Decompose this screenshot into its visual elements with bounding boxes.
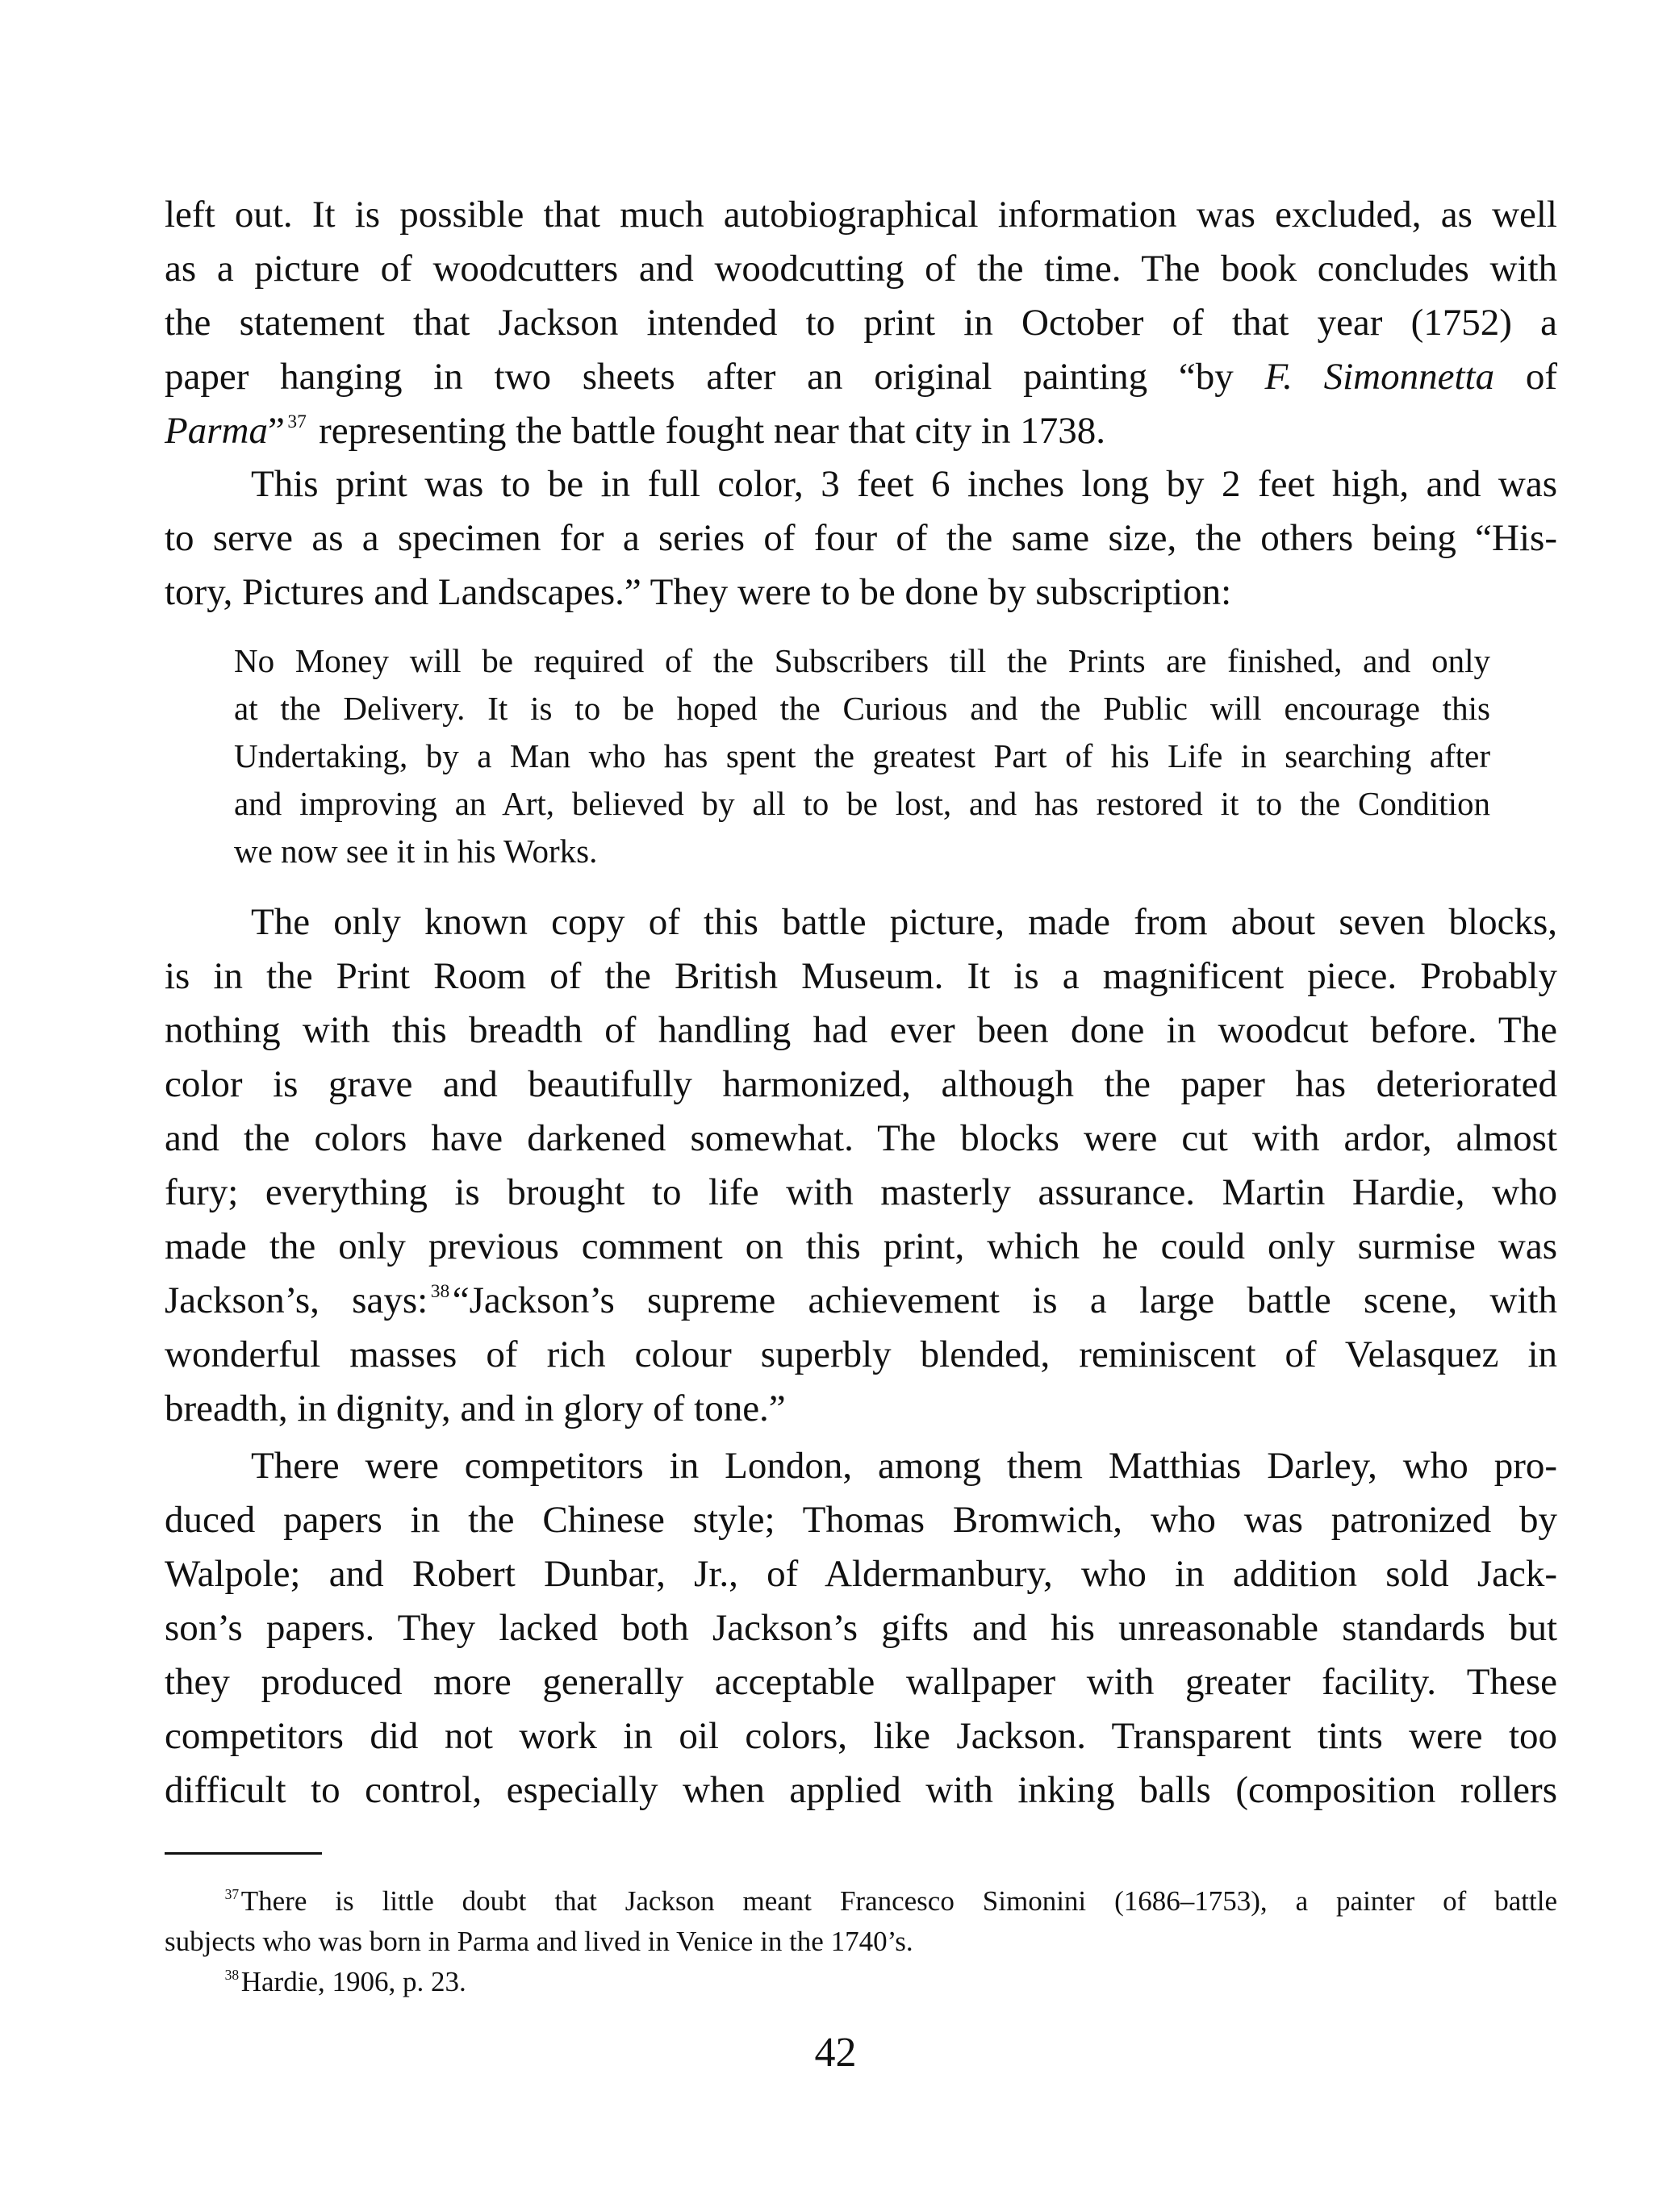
text-line: [165, 1220, 1557, 1274]
text-segment: left out. It is possible that much autobiographical information was excluded, as well: [165, 194, 1557, 236]
text-line: [165, 1763, 1557, 1818]
text-line: [165, 1382, 1557, 1436]
paragraph-2: [165, 457, 1557, 620]
text-segment: fury; everything is brought to life with masterly assurance. Martin Hardie, who: [165, 1171, 1557, 1213]
text-line: [165, 1328, 1557, 1382]
text-segment: competitors did not work in oil colors, like Jackson. Transparent tints were too: [165, 1715, 1557, 1757]
text-segment: “Jackson’s supreme achievement is a large battle scene, with: [452, 1279, 1557, 1321]
text-line: [165, 1547, 1557, 1601]
text-segment: we now see it in his Works.: [234, 833, 598, 870]
text-segment: son’s papers. They lacked both Jackson’s gifts and his unreasonable standards but: [165, 1607, 1557, 1649]
text-segment: Walpole; and Robert Dunbar, Jr., of Aldermanbury, who in addition sold Jack-: [165, 1553, 1557, 1595]
text-segment: at the Delivery. It is to be hoped the Curious and the Public will encourage this: [234, 690, 1490, 727]
text-segment: representing the battle fought near that city in 1738.: [309, 410, 1106, 452]
footnote-rule: [165, 1852, 322, 1855]
text-line: [165, 296, 1557, 350]
text-segment: subjects who was born in Parma and lived in Venice in the 1740’s.: [165, 1926, 913, 1957]
quote-line: [234, 685, 1490, 732]
text-line: [165, 188, 1557, 242]
paragraph-1: [165, 188, 1557, 458]
text-segment: tory, Pictures and Landscapes.” They were to be done by subscription:: [165, 571, 1232, 613]
italic-text: Parma: [165, 410, 268, 452]
text-line: [165, 1274, 1557, 1328]
text-segment: of: [1494, 356, 1557, 398]
text-line: [165, 511, 1557, 566]
text-segment: color is grave and beautifully harmonized, although the paper has deteriorated: [165, 1063, 1557, 1105]
text-line: [165, 566, 1557, 620]
footnotes: [165, 1881, 1557, 2002]
text-line: [165, 1601, 1557, 1655]
footnote-marker: 37: [224, 1886, 240, 1902]
text-line: [165, 1439, 1557, 1493]
text-line: [165, 242, 1557, 296]
text-line: [165, 1112, 1557, 1166]
text-line: [165, 1058, 1557, 1112]
text-line: [165, 1655, 1557, 1709]
text-segment: breadth, in dignity, and in glory of tone.”: [165, 1388, 786, 1429]
text-segment: duced papers in the Chinese style; Thomas Bromwich, who was patronized by: [165, 1499, 1557, 1541]
text-segment: There is little doubt that Jackson meant Francesco Simonini (1686–1753), a painter of battle: [240, 1885, 1557, 1917]
text-segment: difficult to control, especially when applied with inking balls (composition rollers: [165, 1769, 1557, 1811]
quote-line: [234, 828, 1490, 875]
text-segment: wonderful masses of rich colour superbly blended, reminiscent of Velasquez in: [165, 1333, 1557, 1375]
text-segment: to serve as a specimen for a series of four of the same size, the others being “His-: [165, 517, 1557, 559]
footnote-marker: 38: [224, 1967, 240, 1983]
footnote-marker: 37: [287, 411, 307, 433]
text-segment: made the only previous comment on this print, which he could only surmise was: [165, 1225, 1557, 1267]
page-number: 42: [814, 2030, 857, 2076]
text-segment: The only known copy of this battle picture, made from about seven blocks,: [251, 901, 1557, 943]
text-segment: This print was to be in full color, 3 feet 6 inches long by 2 feet high, and was: [251, 463, 1557, 505]
paragraph-4: [165, 1439, 1557, 1818]
footnote-marker: 38: [430, 1281, 450, 1303]
quote-line: [234, 732, 1490, 780]
footnote-line: [165, 1881, 1557, 1922]
text-segment: is in the Print Room of the British Museum. It is a magnificent piece. Probably: [165, 955, 1557, 997]
text-segment: Undertaking, by a Man who has spent the greatest Part of his Life in searching after: [234, 737, 1490, 774]
footnote-line: [165, 1922, 1557, 1962]
text-segment: as a picture of woodcutters and woodcutting of the time. The book concludes with: [165, 248, 1557, 290]
text-segment: Hardie, 1906, p. 23.: [240, 1966, 466, 1997]
text-segment: Jackson’s, says:: [165, 1279, 428, 1321]
text-segment: nothing with this breadth of handling had ever been done in woodcut before. The: [165, 1009, 1557, 1051]
text-segment: There were competitors in London, among them Matthias Darley, who pro-: [251, 1445, 1557, 1487]
text-line: [165, 949, 1557, 1004]
text-line: [165, 1166, 1557, 1220]
text-line: [165, 1709, 1557, 1763]
text-line: [165, 457, 1557, 511]
block-quote: [234, 637, 1490, 875]
paragraph-3: [165, 895, 1557, 1436]
text-segment: paper hanging in two sheets after an original painting “by: [165, 356, 1265, 398]
text-line: [165, 1493, 1557, 1547]
text-segment: and improving an Art, believed by all to be lost, and has restored it to the Condition: [234, 785, 1490, 822]
text-segment: ”: [267, 410, 285, 452]
footnote-line: [165, 1962, 1557, 2002]
text-line: [165, 404, 1557, 458]
text-line: [165, 895, 1557, 949]
text-segment: No Money will be required of the Subscribers till the Prints are finished, and only: [234, 642, 1490, 679]
text-line: [165, 350, 1557, 404]
quote-line: [234, 637, 1490, 685]
text-segment: the statement that Jackson intended to print in October of that year (1752) a: [165, 302, 1557, 344]
text-segment: they produced more generally acceptable wallpaper with greater facility. These: [165, 1661, 1557, 1703]
italic-text: F. Simonnetta: [1264, 356, 1495, 398]
text-segment: and the colors have darkened somewhat. The blocks were cut with ardor, almost: [165, 1117, 1557, 1159]
quote-line: [234, 780, 1490, 828]
text-line: [165, 1004, 1557, 1058]
